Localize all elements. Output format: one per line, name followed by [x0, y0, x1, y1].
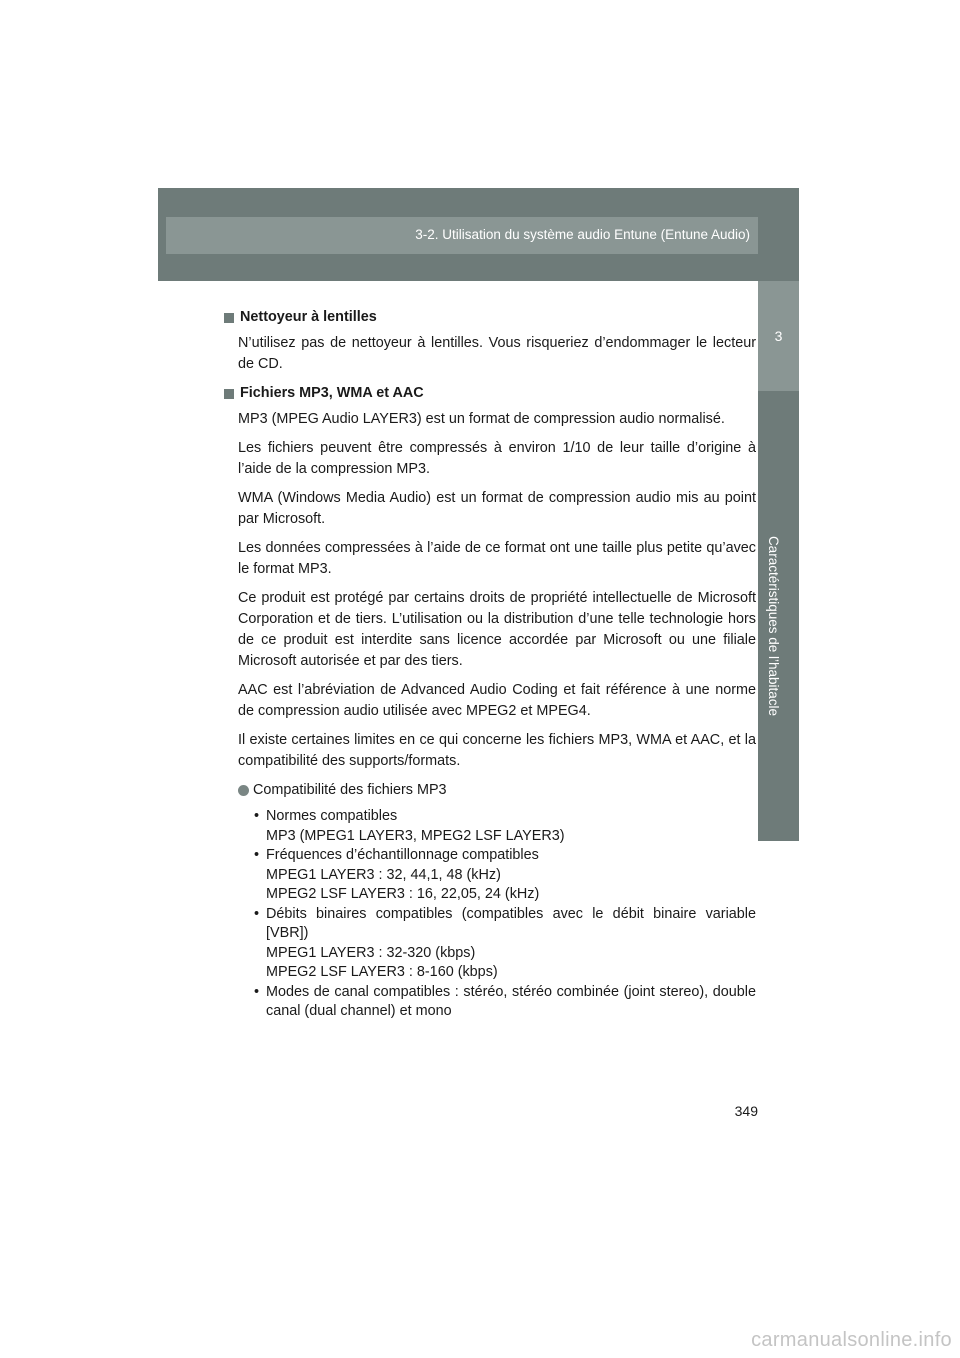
- square-bullet-icon: [224, 389, 234, 399]
- paragraph: AAC est l’abréviation de Advanced Audio Coding et fait référence à une norme de compression audio utilisée avec MPEG2 et MPEG4.: [238, 682, 756, 719]
- square-bullet-icon: [224, 313, 234, 323]
- chapter-label: Caractéristiques de l’habitacle: [766, 535, 781, 717]
- subsection-heading-text: Compatibilité des fichiers MP3: [253, 782, 447, 798]
- watermark: carmanualsonline.info: [751, 1329, 952, 1351]
- paragraph: N’utilisez pas de nettoyeur à lentilles. Vous risqueriez d’endommager le lecteur de CD.: [238, 335, 756, 372]
- chapter-header-inner: [166, 217, 758, 254]
- paragraph: Il existe certaines limites en ce qui concerne les fichiers MP3, WMA et AAC, et la compatibilité des supports/formats.: [238, 732, 756, 769]
- paragraph: Les fichiers peuvent être compressés à environ 1/10 de leur taille d’origine à l’aide de la compression MP3.: [238, 440, 756, 477]
- chapter-side-tab: [758, 281, 799, 841]
- compat-list: [254, 807, 756, 1022]
- list-item: • Débits binaires compatibles (compatibles avec le débit binaire variable [VBR]) MPEG1 LAYER3 : 32-320 (kbps) MPEG2 LSF LAYER3 : 8-160 (kbps): [254, 905, 756, 980]
- page-number: 349: [734, 1103, 758, 1119]
- circle-bullet-icon: [238, 785, 249, 796]
- section-heading: [224, 383, 756, 404]
- section-heading-text: Fichiers MP3, WMA et AAC: [240, 385, 424, 401]
- list-item: • Modes de canal compatibles : stéréo, stéréo combinée (joint stereo), double canal (dual channel) et mono: [254, 983, 756, 1019]
- chapter-number: 3: [774, 328, 783, 344]
- list-item: • Normes compatibles MP3 (MPEG1 LAYER3, MPEG2 LSF LAYER3): [254, 808, 565, 844]
- section-heading-text: Nettoyeur à lentilles: [240, 309, 377, 325]
- paragraph: MP3 (MPEG Audio LAYER3) est un format de compression audio normalisé.: [238, 411, 725, 427]
- list-item: • Fréquences d’échantillonnage compatibles MPEG1 LAYER3 : 32, 44,1, 48 (kHz) MPEG2 LSF LAYER3 : 16, 22,05, 24 (kHz): [254, 847, 540, 902]
- chapter-header: [158, 188, 799, 281]
- section-heading: [224, 307, 756, 328]
- section-title: 3-2. Utilisation du système audio Entune (Entune Audio): [415, 227, 750, 242]
- chapter-number-box: [758, 281, 799, 391]
- paragraph: Ce produit est protégé par certains droits de propriété intellectuelle de Microsoft Corporation et de tiers. L’utilisation ou la distribution d’une telle technologie hors de ce produit est interdite sans licence accordée par Microsoft ou une filiale Microsoft autorisée et par des tiers.: [238, 590, 756, 669]
- paragraph: Les données compressées à l’aide de ce format ont une taille plus petite qu’avec le format MP3.: [238, 540, 756, 577]
- page-content: [224, 307, 756, 1022]
- paragraph: WMA (Windows Media Audio) est un format de compression audio mis au point par Microsoft.: [238, 490, 756, 527]
- subsection-heading: [238, 780, 756, 801]
